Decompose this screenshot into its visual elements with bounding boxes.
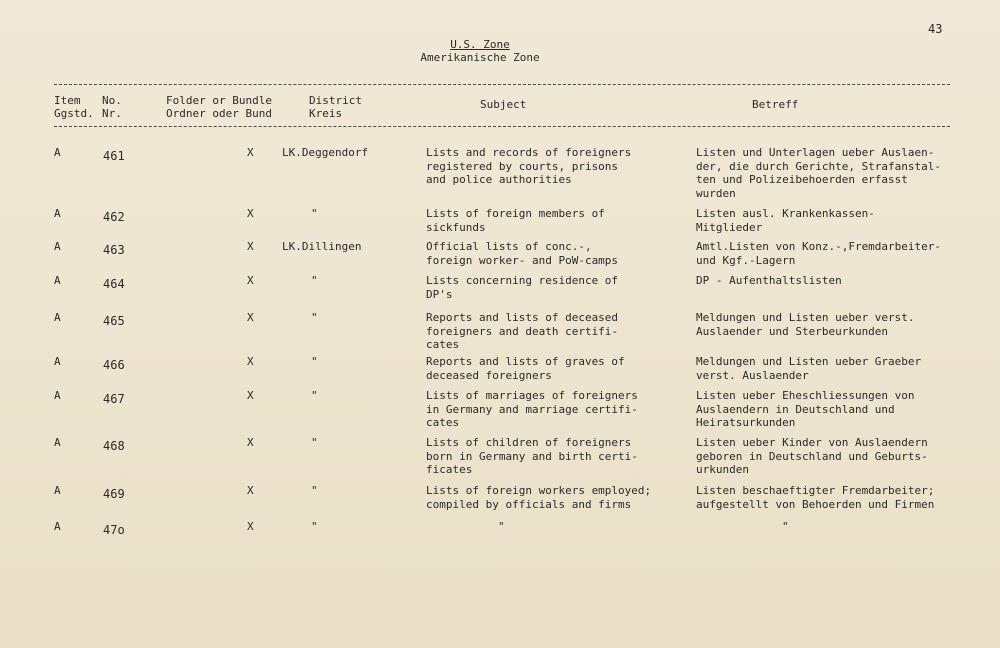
cell-district: ": [311, 484, 318, 497]
cell-no: 468: [103, 439, 125, 453]
cell-district: ": [311, 355, 318, 368]
title-block: [0, 38, 960, 64]
cell-subject: Official lists of conc.-, foreign worker- and PoW-camps: [426, 240, 619, 267]
cell-no: 47o: [103, 523, 125, 537]
cell-betreff: Amtl.Listen von Konz.-,Fremdarbeiter- und Kgf.-Lagern: [696, 240, 942, 267]
cell-item: A: [54, 484, 61, 497]
header-betreff: Betreff: [752, 98, 799, 111]
cell-district: ": [311, 436, 318, 449]
cell-no: 466: [103, 358, 125, 372]
cell-district: ": [311, 389, 318, 402]
cell-betreff: Listen ueber Kinder von Auslaendern geboren in Deutschland und Geburts- urkunden: [696, 436, 928, 476]
cell-district: ": [311, 520, 318, 533]
cell-folder: X: [247, 520, 254, 533]
cell-item: A: [54, 274, 61, 287]
cell-item: A: [54, 207, 61, 220]
cell-no: 463: [103, 243, 125, 257]
cell-no: 465: [103, 314, 125, 328]
cell-folder: X: [247, 274, 254, 287]
cell-no: 467: [103, 392, 125, 406]
cell-item: A: [54, 240, 61, 253]
header-no: No. Nr.: [102, 94, 122, 120]
cell-folder: X: [247, 484, 254, 497]
cell-item: A: [54, 389, 61, 402]
cell-district: ": [311, 207, 318, 220]
cell-folder: X: [247, 389, 254, 402]
cell-subject: Lists of foreign workers employed; compiled by officials and firms: [426, 484, 652, 511]
header-subject: Subject: [480, 98, 527, 111]
header-item: Item Ggstd.: [54, 94, 94, 120]
cell-item: A: [54, 436, 61, 449]
cell-betreff: Listen beschaeftigter Fremdarbeiter; aufgestellt von Behoerden und Firmen: [696, 484, 935, 511]
cell-folder: X: [247, 436, 254, 449]
cell-subject: Lists and records of foreigners registered by courts, prisons and police authorities: [426, 146, 632, 186]
cell-folder: X: [247, 207, 254, 220]
cell-subject: Reports and lists of deceased foreigners and death certifi- cates: [426, 311, 619, 351]
cell-subject: Reports and lists of graves of deceased foreigners: [426, 355, 625, 382]
cell-district: ": [311, 274, 318, 287]
cell-betreff: Listen ausl. Krankenkassen- Mitglieder: [696, 207, 875, 234]
cell-district: LK.Deggendorf: [282, 146, 369, 159]
header-bottom-rule: [54, 126, 950, 127]
cell-district: ": [311, 311, 318, 324]
cell-no: 464: [103, 277, 125, 291]
cell-subject: Lists of marriages of foreigners in Germany and marriage certifi- cates: [426, 389, 638, 429]
cell-no: 462: [103, 210, 125, 224]
cell-betreff: Meldungen und Listen ueber Graeber verst. Auslaender: [696, 355, 922, 382]
cell-district: LK.Dillingen: [282, 240, 362, 253]
cell-subject: Lists of foreign members of sickfunds: [426, 207, 605, 234]
cell-betreff: Meldungen und Listen ueber verst. Auslaender und Sterbeurkunden: [696, 311, 915, 338]
cell-betreff: Listen und Unterlagen ueber Auslaen- der, die durch Gerichte, Strafanstal- ten und Polizeibehoerden erfasst wurden: [696, 146, 942, 200]
cell-subject: ": [498, 520, 505, 533]
page-subtitle: Amerikanische Zone: [420, 51, 540, 64]
header-top-rule: [54, 84, 950, 85]
cell-no: 469: [103, 487, 125, 501]
page-number: 43: [928, 22, 943, 36]
cell-betreff: ": [782, 520, 789, 533]
cell-item: A: [54, 520, 61, 533]
page-title: U.S. Zone: [450, 38, 510, 51]
header-folder: Folder or Bundle Ordner oder Bund: [166, 94, 272, 120]
cell-folder: X: [247, 240, 254, 253]
cell-betreff: Listen ueber Eheschliessungen von Auslaendern in Deutschland und Heiratsurkunden: [696, 389, 915, 429]
cell-folder: X: [247, 355, 254, 368]
header-district: District Kreis: [309, 94, 362, 120]
cell-subject: Lists of children of foreigners born in Germany and birth certi- ficates: [426, 436, 638, 476]
cell-subject: Lists concerning residence of DP's: [426, 274, 619, 301]
cell-no: 461: [103, 149, 125, 163]
cell-item: A: [54, 311, 61, 324]
cell-item: A: [54, 355, 61, 368]
cell-folder: X: [247, 146, 254, 159]
cell-item: A: [54, 146, 61, 159]
cell-folder: X: [247, 311, 254, 324]
cell-betreff: DP - Aufenthaltslisten: [696, 274, 842, 287]
